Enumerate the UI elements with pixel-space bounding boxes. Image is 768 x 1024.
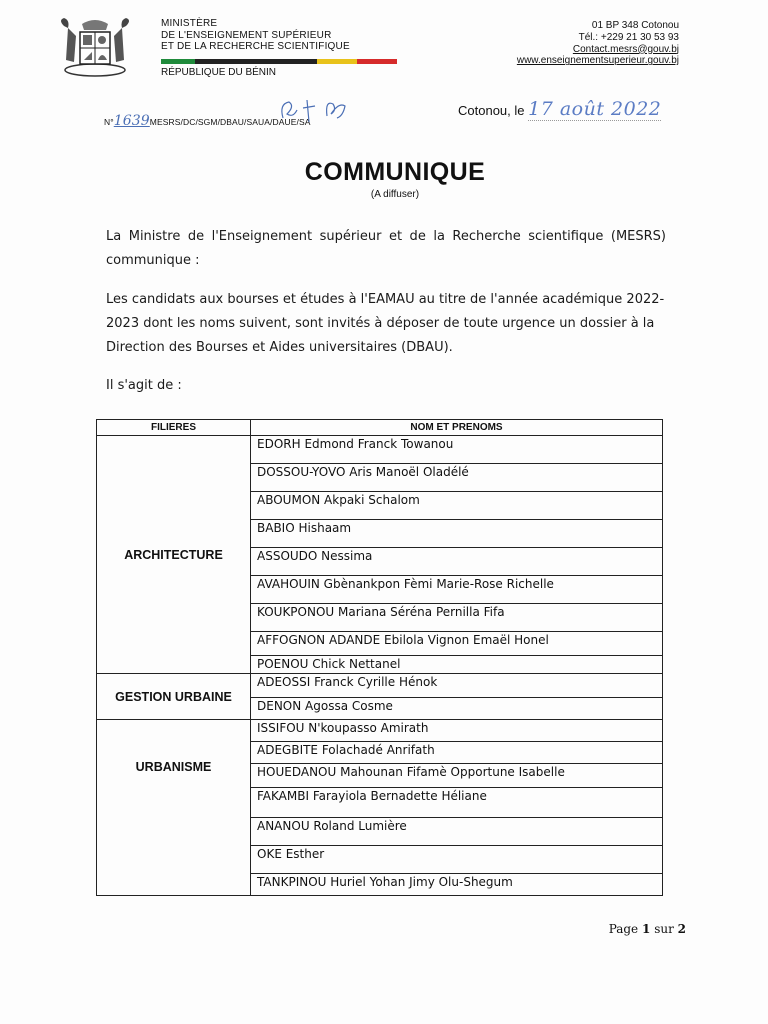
name-cell: ADEOSSI Franck Cyrille Hénok [251, 674, 663, 698]
ministry-line: MINISTÈRE [161, 18, 218, 29]
name-cell: ASSOUDO Nessima [251, 548, 663, 576]
name-cell: BABIO Hishaam [251, 520, 663, 548]
table-row [97, 674, 663, 698]
date-line [458, 98, 661, 120]
name-cell: DENON Agossa Cosme [251, 698, 663, 720]
name-cell: EDORH Edmond Franck Towanou [251, 436, 663, 464]
reference-suffix: MESRS/DC/SGM/DBAU/SAUA/DAUE/SA [149, 117, 311, 127]
name-cell: AFFOGNON ADANDE Ebilola Vignon Emaël Honel [251, 632, 663, 656]
handwritten-initials-icon [275, 96, 365, 126]
email-link[interactable]: Contact.mesrs@gouv.bj [572, 43, 679, 55]
name-cell: ISSIFOU N'koupasso Amirath [251, 720, 663, 742]
reference-prefix: N° [104, 117, 114, 127]
flag-yellow-stripe [317, 59, 357, 64]
table-row [97, 436, 663, 464]
coat-of-arms-icon [54, 16, 136, 78]
page-current: 1 [642, 922, 651, 936]
name-cell: DOSSOU-YOVO Aris Manoël Oladélé [251, 464, 663, 492]
name-cell: ABOUMON Akpaki Schalom [251, 492, 663, 520]
column-header-filieres: FILIERES [97, 420, 251, 436]
name-cell: ADEGBITE Folachadé Anrifath [251, 742, 663, 764]
date-prefix: Cotonou, le [458, 103, 525, 118]
flag-dark-stripe [195, 59, 317, 64]
date-value: 17 août 2022 [528, 98, 662, 120]
candidates-table [96, 419, 663, 896]
intro-paragraph: La Ministre de l'Enseignement supérieur et de la Recherche scientifique (MESRS) communique : [106, 229, 666, 268]
flag-red-stripe [357, 59, 397, 64]
table-row [97, 720, 663, 742]
ministry-name [161, 18, 350, 53]
name-cell: ANANOU Roland Lumière [251, 818, 663, 846]
filiere-cell: ARCHITECTURE [97, 436, 251, 674]
ministry-line: DE L'ENSEIGNEMENT SUPÉRIEUR [161, 29, 332, 41]
body-paragraph: Les candidats aux bourses et études à l'EAMAU au titre de l'année académique 2022-2023 dont les noms suivent, sont invités à déposer de toute urgence un dossier à la Direction des Bourses et Aides universitaires (DBAU). [106, 292, 665, 355]
flag-green-stripe [161, 59, 195, 64]
table-header-row [97, 420, 663, 436]
name-cell: FAKAMBI Farayiola Bernadette Héliane [251, 788, 663, 818]
page-label: Page [608, 922, 639, 936]
filiere-cell: URBANISME [97, 720, 251, 896]
document-title: COMMUNIQUE [304, 158, 486, 186]
page-total: 2 [677, 922, 686, 936]
reference-number: 1639 [113, 113, 150, 129]
republic-name: RÉPUBLIQUE DU BÉNIN [161, 67, 277, 78]
phone-number: Tél.: +229 21 30 53 93 [578, 31, 679, 43]
filiere-cell: GESTION URBAINE [97, 674, 251, 720]
name-cell: POENOU Chick Nettanel [251, 656, 663, 674]
contact-block [517, 20, 679, 67]
name-cell: TANKPINOU Huriel Yohan Jimy Olu-Shegum [251, 874, 663, 896]
ministry-line: ET DE LA RECHERCHE SCIENTIFIQUE [161, 41, 350, 52]
document-subtitle: (A diffuser) [370, 189, 420, 200]
name-cell: AVAHOUIN Gbènankpon Fèmi Marie-Rose Richelle [251, 576, 663, 604]
page-separator: sur [654, 922, 674, 936]
page-indicator [609, 922, 686, 936]
name-cell: OKE Esther [251, 846, 663, 874]
po-box: 01 BP 348 Cotonou [591, 20, 679, 31]
lead-paragraph: Il s'agit de : [106, 378, 182, 393]
name-cell: HOUEDANOU Mahounan Fifamè Opportune Isabelle [251, 764, 663, 788]
name-cell: KOUKPONOU Mariana Séréna Pernilla Fifa [251, 604, 663, 632]
website-link[interactable]: www.enseignementsuperieur.gouv.bj [516, 55, 679, 67]
flag-color-bar [161, 59, 397, 64]
column-header-names: NOM ET PRENOMS [251, 420, 663, 436]
